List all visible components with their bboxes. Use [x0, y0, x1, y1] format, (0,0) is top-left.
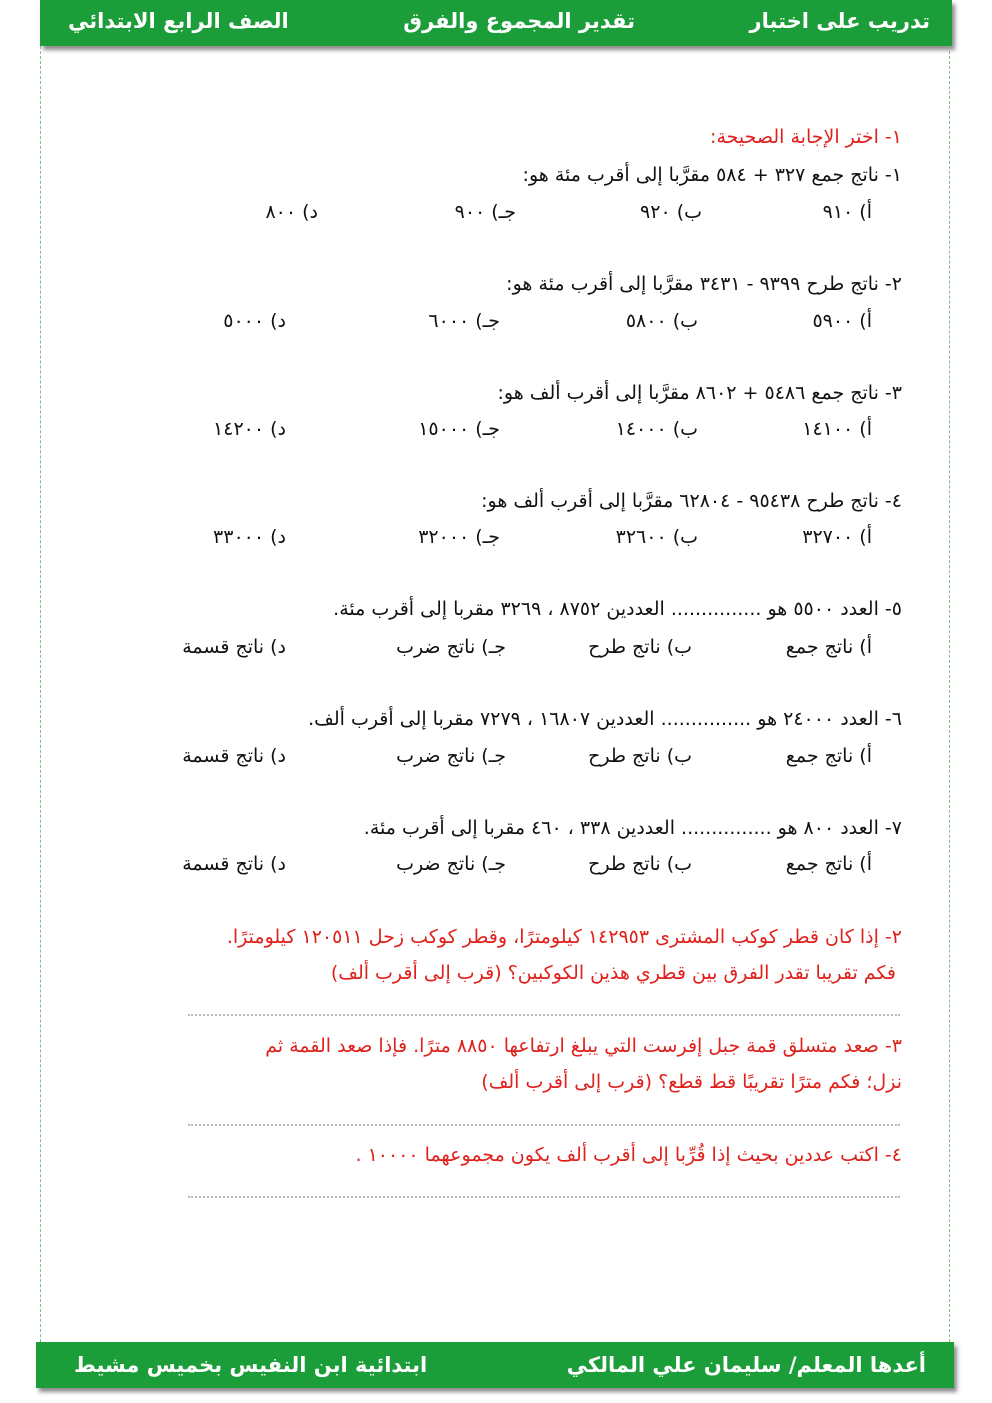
- option-c[interactable]: جـ) ٦٠٠٠: [428, 310, 500, 332]
- option-a[interactable]: أ) ناتج جمع: [785, 745, 872, 767]
- option-d[interactable]: د) ناتج قسمة: [182, 853, 286, 875]
- option-d[interactable]: د) ٣٣٠٠٠: [213, 526, 286, 548]
- option-b[interactable]: ب) ٩٢٠: [640, 201, 702, 223]
- option-d[interactable]: د) ١٤٢٠٠: [213, 418, 286, 440]
- section1-heading: ١- اختر الإجابة الصحيحة:: [710, 126, 902, 148]
- footer-bar: [36, 1342, 954, 1388]
- header-title-left: الصف الرابع الابتدائي: [68, 9, 289, 33]
- question-3-options: [160, 418, 872, 446]
- section2-line-1: ٢- إذا كان قطر كوكب المشترى ١٤٢٩٥٣ كيلومترًا، وقطر كوكب زحل ١٢٠٥١١ كيلومترًا.: [226, 926, 902, 948]
- option-b[interactable]: ب) ١٤٠٠٠: [615, 418, 698, 440]
- option-d[interactable]: د) ٨٠٠: [265, 201, 318, 223]
- option-c[interactable]: جـ) ٣٢٠٠٠: [418, 526, 500, 548]
- option-a[interactable]: أ) ناتج جمع: [785, 853, 872, 875]
- answer-line-4[interactable]: [188, 1196, 900, 1198]
- question-6: ٦- العدد ٢٤٠٠٠ هو ............... العددين ١٦٨٠٧ ، ٧٢٧٩ مقربا إلى أقرب ألف.: [308, 708, 902, 730]
- question-5-options: [160, 636, 872, 664]
- section2-line-2: فكم تقريبا تقدر الفرق بين قطري هذين الكوكبين؟ (قرب إلى أقرب ألف): [330, 962, 896, 984]
- section3-line-2: نزل؛ فكم مترًا تقريبًا قط قطع؟ (قرب إلى أقرب ألف): [481, 1071, 902, 1093]
- question-7: ٧- العدد ٨٠٠ هو ............... العددين ٣٣٨ ، ٤٦٠ مقربا إلى أقرب مئة.: [363, 817, 902, 839]
- footer-school: ابتدائية ابن النفيس بخميس مشيط: [74, 1353, 428, 1377]
- question-4-options: [160, 526, 872, 554]
- option-a[interactable]: أ) ١٤١٠٠: [802, 418, 872, 440]
- option-c[interactable]: جـ) ناتج ضرب: [396, 745, 506, 767]
- option-b[interactable]: ب) ناتج طرح: [588, 745, 692, 767]
- option-c[interactable]: جـ) ناتج ضرب: [396, 636, 506, 658]
- header-title-center: تقدير المجموع والفرق: [403, 9, 635, 33]
- option-d[interactable]: د) ٥٠٠٠: [223, 310, 286, 332]
- option-c[interactable]: جـ) ٩٠٠: [454, 201, 516, 223]
- question-2: ٢- ناتج طرح ٩٣٩٩ - ٣٤٣١ مقرَّبا إلى أقرب مئة هو:: [506, 273, 902, 295]
- option-c[interactable]: جـ) ١٥٠٠٠: [418, 418, 500, 440]
- question-4: ٤- ناتج طرح ٩٥٤٣٨ - ٦٢٨٠٤ مقرَّبا إلى أقرب ألف هو:: [481, 490, 902, 512]
- question-7-options: [160, 853, 872, 881]
- answer-line-2[interactable]: [188, 1014, 900, 1016]
- option-d[interactable]: د) ناتج قسمة: [182, 636, 286, 658]
- header-title-right: تدريب على اختبار: [749, 9, 930, 33]
- option-b[interactable]: ب) ناتج طرح: [588, 853, 692, 875]
- question-1-options: [160, 201, 872, 229]
- option-a[interactable]: أ) ناتج جمع: [785, 636, 872, 658]
- option-c[interactable]: جـ) ناتج ضرب: [396, 853, 506, 875]
- question-3: ٣- ناتج جمع ٥٤٨٦ + ٨٦٠٢ مقرَّبا إلى أقرب ألف هو:: [497, 382, 902, 404]
- option-b[interactable]: ب) ٥٨٠٠: [625, 310, 698, 332]
- question-2-options: [160, 310, 872, 338]
- answer-line-3[interactable]: [188, 1124, 900, 1126]
- option-a[interactable]: أ) ٣٢٧٠٠: [802, 526, 872, 548]
- question-5: ٥- العدد ٥٥٠٠ هو ............... العددين ٨٧٥٢ ، ٣٢٦٩ مقربا إلى أقرب مئة.: [333, 598, 902, 620]
- section3-line-1: ٣- صعد متسلق قمة جبل إفرست التي يبلغ ارتفاعها ٨٨٥٠ مترًا. فإذا صعد القمة ثم: [265, 1035, 902, 1057]
- option-a[interactable]: أ) ٥٩٠٠: [812, 310, 872, 332]
- option-b[interactable]: ب) ناتج طرح: [588, 636, 692, 658]
- option-b[interactable]: ب) ٣٢٦٠٠: [615, 526, 698, 548]
- question-6-options: [160, 745, 872, 773]
- question-1: ١- ناتج جمع ٣٢٧ + ٥٨٤ مقرَّبا إلى أقرب مئة هو:: [522, 164, 902, 186]
- section4-line-1: ٤- اكتب عددين بحيث إذا قُرِّبا إلى أقرب ألف يكون مجموعهما ١٠٠٠٠ .: [355, 1144, 902, 1166]
- option-a[interactable]: أ) ٩١٠: [822, 201, 872, 223]
- footer-teacher: أعدها المعلم/ سليمان علي المالكي: [566, 1353, 926, 1377]
- option-d[interactable]: د) ناتج قسمة: [182, 745, 286, 767]
